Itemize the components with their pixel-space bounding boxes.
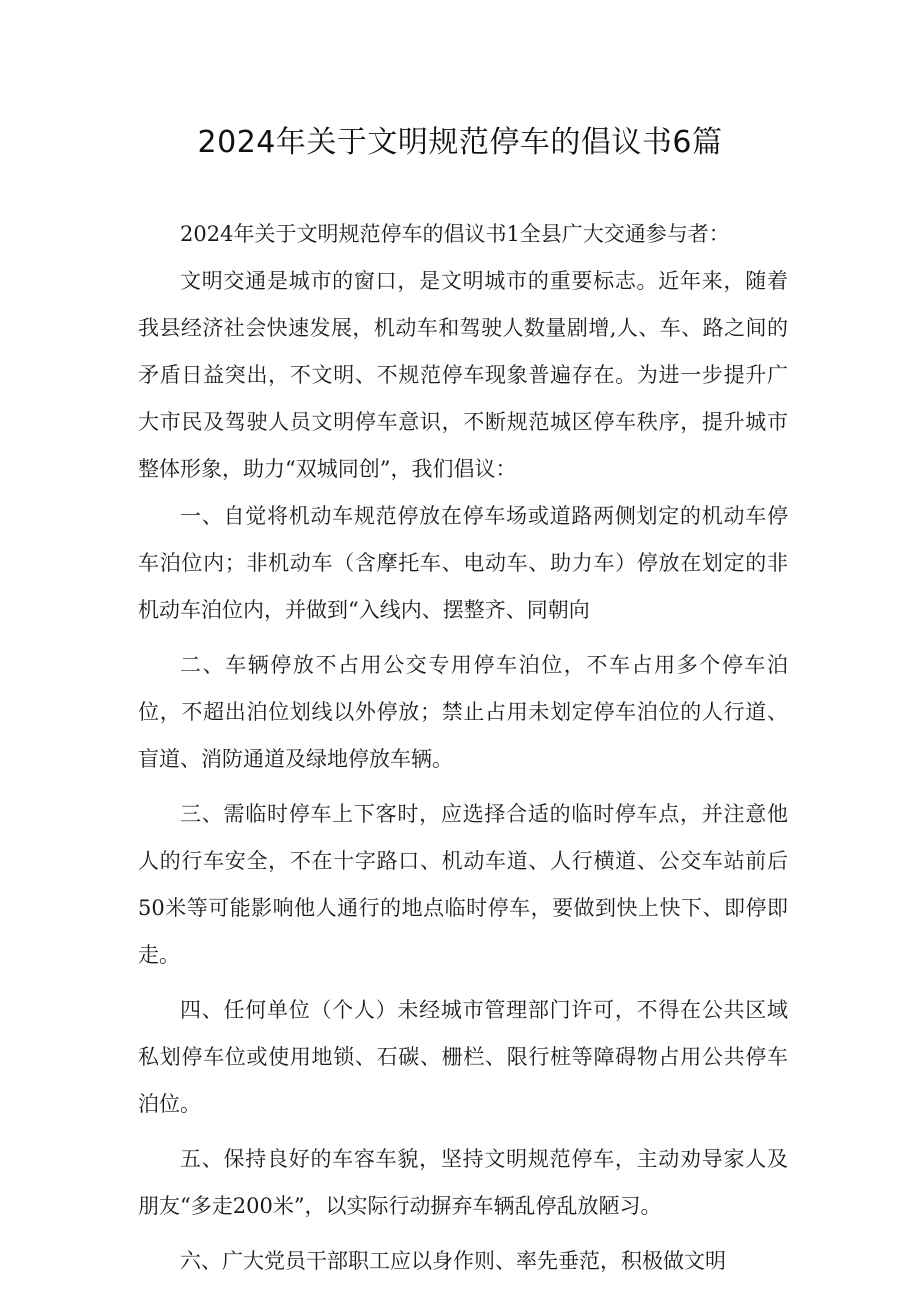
document-title: 2024年关于文明规范停车的倡议书6篇 (197, 125, 723, 160)
paragraph-item-4: 四、任何单位（个人）未经城市管理部门许可，不得在公共区域私划停车位或使用地锁、石碳、栅栏、限行桩等障碍物占用公共停车泊位。 (138, 998, 788, 1116)
paragraph-item-2: 二、车辆停放不占用公交专用停车泊位，不车占用多个停车泊位，不超出泊位划线以外停放；禁止占用未划定停车泊位的人行道、盲道、消防通道及绿地停放车辆。 (138, 653, 788, 771)
paragraph-item-1: 一、自觉将机动车规范停放在停车场或道路两侧划定的机动车停车泊位内；非机动车（含摩托车、电动车、助力车）停放在划定的非机动车泊位内，并做到“入线内、摆整齐、同朝向 (138, 504, 788, 622)
paragraph-item-5: 五、保持良好的车容车貌，坚持文明规范停车，主动劝导家人及朋友“多走200米”，以实际行动摒弃车辆乱停乱放陋习。 (138, 1147, 788, 1218)
document-body (138, 211, 788, 1285)
paragraph-background: 文明交通是城市的窗口，是文明城市的重要标志。近年来，随着我县经济社会快速发展，机动车和驾驶人数量剧增,人、车、路之间的矛盾日益突出，不文明、不规范停车现象普遍存在。为进一步提升广大市民及驾驶人员文明停车意识，不断规范城区停车秩序，提升城市整体形象，助力“双城同创”，我们倡议： (138, 269, 788, 481)
paragraph-intro: 2024年关于文明规范停车的倡议书1全县广大交通参与者： (180, 222, 730, 246)
paragraph-item-6: 六、广大党员干部职工应以身作则、率先垂范，积极做文明 (180, 1249, 726, 1273)
paragraph-item-3: 三、需临时停车上下客时，应选择合适的临时停车点，并注意他人的行车安全，不在十字路口、机动车道、人行横道、公交车站前后50米等可能影响他人通行的地点临时停车，要做到快上快下、即停即走。 (138, 802, 788, 967)
